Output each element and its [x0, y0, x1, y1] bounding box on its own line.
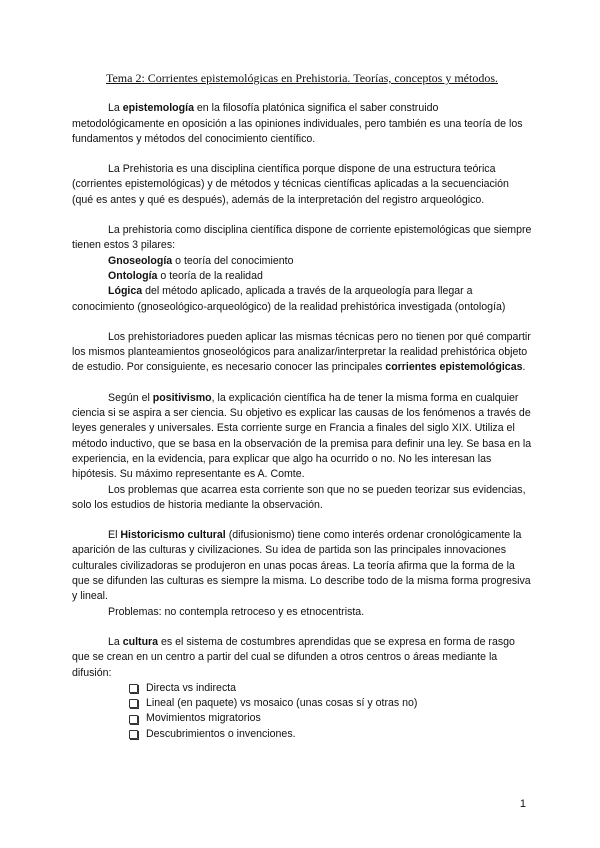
- paragraph-cultura: [72, 635, 532, 681]
- bold-term: Gnoseología: [108, 254, 173, 267]
- text: (difusionismo) tiene como interés ordenar cronológicamente la aparición de las culturas y civilizaciones. Su idea de partida son las principales innovaciones culturales civilizadoras se produjeron en unas pocas áreas. La teoría afirma que la forma de la que se difunden las culturas es siempre la misma. Lo describe todo de la misma forma progresiva y lineal.: [72, 529, 531, 603]
- list-item-label: Directa vs indirecta: [146, 681, 237, 694]
- bold-term-epistemologia: epistemología: [122, 102, 194, 115]
- difusion-list: [72, 681, 532, 742]
- text: es el sistema de costumbres aprendidas que se expresa en forma de rasgo que se crean en un centro a partir del cual se difunden a otros centros o áreas mediante la difusión:: [72, 635, 515, 679]
- text: o teoría del conocimiento: [172, 254, 294, 267]
- list-item: [129, 681, 532, 696]
- text: , la explicación científica ha de tener la misma forma en cualquier ciencia si se aspira a ser ciencia. Su objetivo es explicar las causas de los fenómenos a través de leyes generales y universales. Esta corriente surge en Francia a finales del siglo XIX. Utiliza el método inductivo, que se basa en la observación de la premisa para definir una ley. Se basa en la experiencia, en la evidencia, para explicar que algo ha ocurrido o no. No les interesan las hipótesis. Su máximo representante es A. Comte.: [72, 391, 532, 481]
- bold-term: Ontología: [108, 269, 158, 282]
- bold-term: Lógica: [108, 285, 143, 298]
- paragraph-problemas-positivismo: Los problemas que acarrea esta corriente son que no se pueden teorizar sus evidencias, solo los estudios de historia mediante la observación.: [72, 483, 526, 511]
- text: El: [108, 529, 121, 542]
- bold-term-positivismo: positivismo: [152, 391, 212, 404]
- list-item: [129, 727, 532, 742]
- document-title: Tema 2: Corrientes epistemológicas en Prehistoria. Teorías, conceptos y métodos.: [105, 71, 498, 85]
- text: del método aplicado, aplicada a través de la arqueología para llegar a conocimiento (gnoseológico-arqueológico) de la realidad prehistórica investigada (ontología): [72, 285, 506, 313]
- text: o teoría de la realidad: [157, 269, 263, 282]
- text: Según el: [108, 391, 153, 404]
- checkbox-bullet-icon: [129, 730, 138, 739]
- bold-term-corrientes: corrientes epistemológicas: [385, 361, 523, 374]
- text: Los prehistoriadores pueden aplicar las mismas técnicas pero no tienen por qué compartir los mismos planteamientos gnoseológicos para analizar/interpretar la realidad prehistórica objeto de estudio. Por consiguiente, es necesario conocer las principales: [72, 330, 531, 374]
- bold-term-historicismo: Historicismo cultural: [120, 529, 226, 542]
- page-content: [72, 71, 532, 742]
- text: .: [522, 361, 526, 374]
- list-item-label: Descubrimientos o invenciones.: [146, 727, 296, 740]
- paragraph-prehistoria: La Prehistoria es una disciplina científica porque dispone de una estructura teórica (corrientes epistemológicas) y de métodos y técnicas científicas aplicadas a la secuenciación (qué es antes y qué es después), además de la interpretación del registro arqueológico.: [72, 163, 509, 206]
- paragraph-historicismo: [72, 528, 532, 604]
- pillar-gnoseologia: [72, 254, 532, 269]
- page-number: 1: [519, 798, 526, 810]
- paragraph-epistemologia: [72, 101, 532, 147]
- checkbox-bullet-icon: [129, 699, 138, 708]
- text: La: [108, 635, 123, 648]
- paragraph-prehistoriadores: [72, 330, 532, 376]
- checkbox-bullet-icon: [129, 684, 138, 693]
- paragraph-problemas-historicismo: Problemas: no contempla retroceso y es etnocentrista.: [108, 605, 365, 618]
- list-item: [129, 711, 532, 726]
- text: en la filosofía platónica significa el saber construido metodológicamente en oposición a las opiniones individuales, pero también es una teoría de los fundamentos y métodos del conocimiento científico.: [72, 102, 523, 145]
- paragraph-positivismo: [72, 391, 532, 483]
- list-item-label: Lineal (en paquete) vs mosaico (unas cosas sí y otras no): [146, 697, 418, 710]
- list-item: [129, 696, 532, 711]
- text: La: [108, 102, 123, 115]
- pillar-ontologia: [72, 269, 532, 284]
- list-item-label: Movimientos migratorios: [146, 712, 261, 725]
- paragraph-pilares: La prehistoria como disciplina científica dispone de corriente epistemológicas que siempre tienen estos 3 pilares:: [72, 224, 532, 252]
- pillar-logica: [72, 284, 532, 315]
- checkbox-bullet-icon: [129, 715, 138, 724]
- bold-term-cultura: cultura: [122, 635, 159, 648]
